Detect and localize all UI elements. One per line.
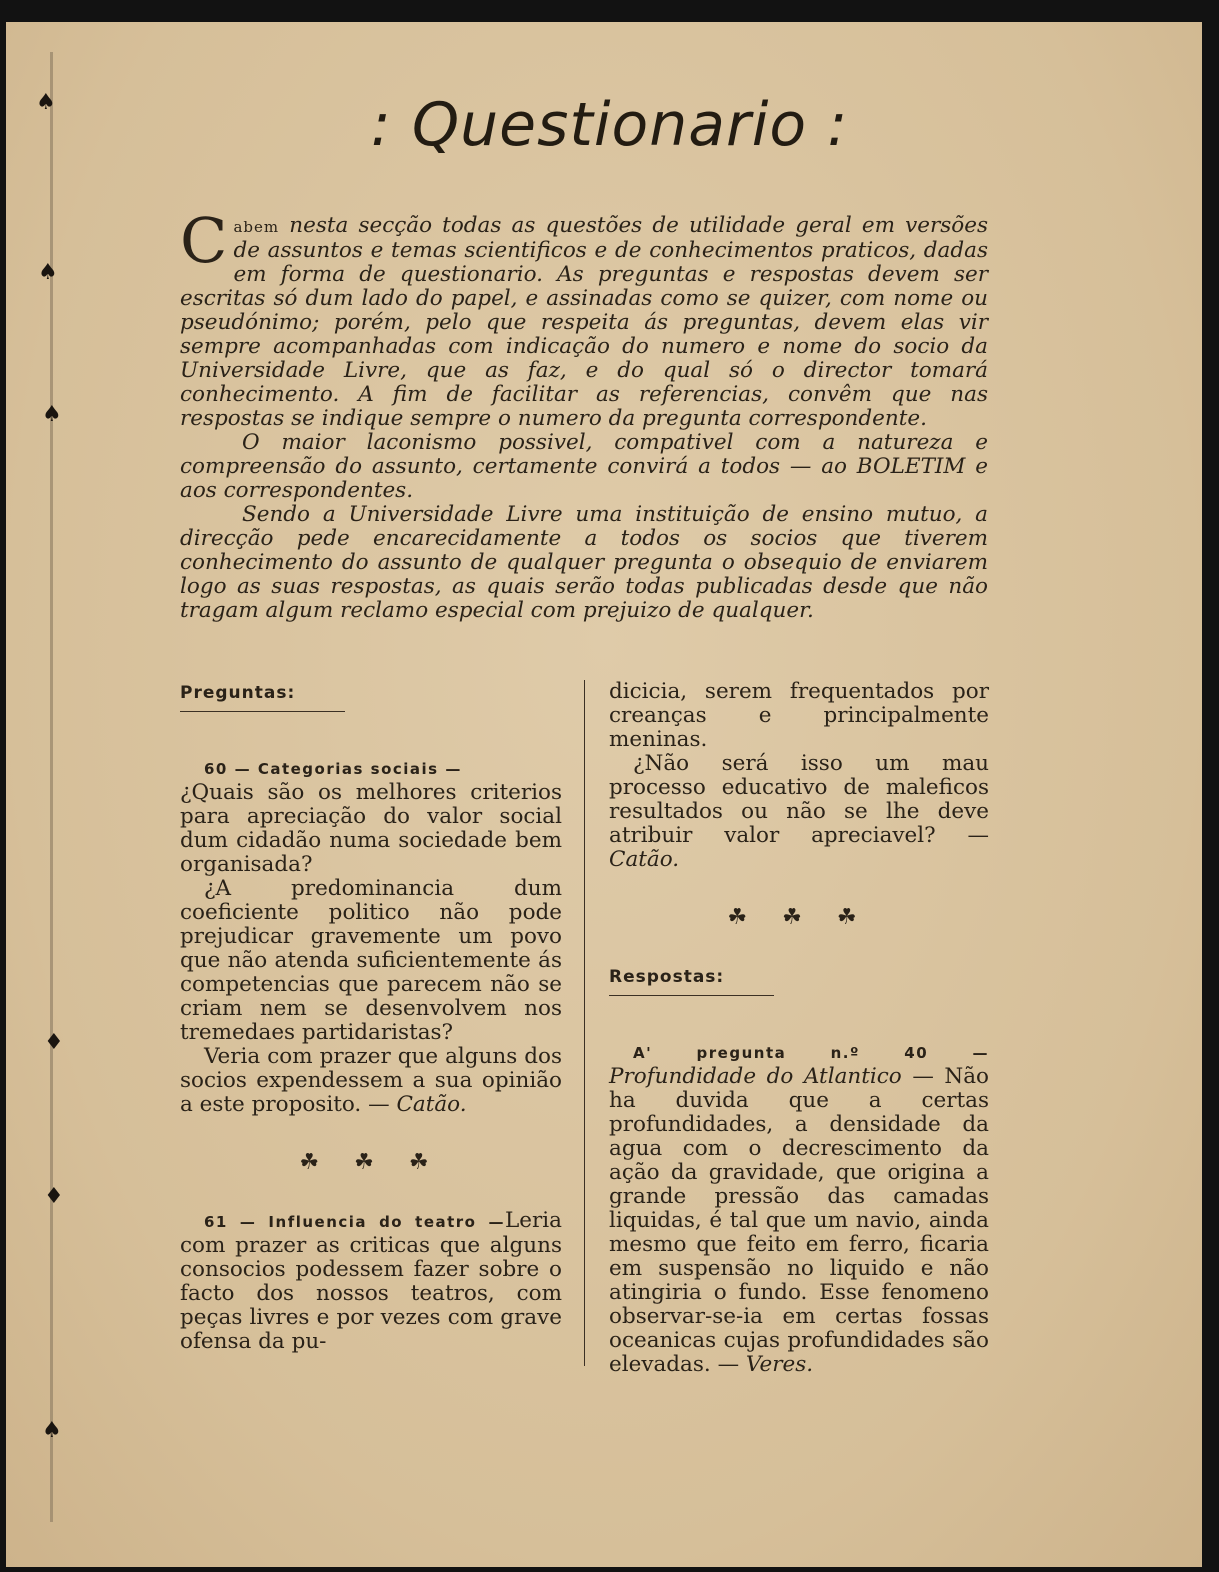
question-60-text-1: ¿Quais são os melhores criterios para apreciação do valor social dum cidadão numa sociedade bem organisada?	[180, 780, 562, 877]
question-60-title: 60 — Categorias sociais —	[204, 760, 462, 778]
pin-mark-icon: ♠	[42, 1418, 62, 1443]
question-61-title: 61 — Influencia do teatro —	[204, 1213, 506, 1231]
question-61-signature: Catão.	[609, 847, 680, 872]
intro-paragraph-1: nesta secção todas as questões de utilidade geral em versões de assuntos e temas scientificos e de conhecimentos praticos, dadas em forma de questionario. As preguntas e respostas devem ser escritas só dum lado do papel, e assinadas como se quizer, com nome ou pseudónimo; porém, pelo que respeita ás preguntas, devem elas vir sempre acompanhadas com indicação do numero e nome do socio da Universidade Livre, que as faz, e do qual só o director tomará conhecimento. A fim de facilitar as referencias, convêm que nas respostas se indique sempre o numero da pregunta correspondente.	[180, 213, 988, 431]
answer-40-title: A' pregunta n.º 40 —	[633, 1044, 989, 1062]
right-column	[609, 680, 989, 1377]
drop-cap: C	[180, 204, 228, 277]
column-divider	[584, 680, 585, 1366]
intro-paragraph-3: Sendo a Universidade Livre uma instituição de ensino mutuo, a direcção pede encarecidamente a todos os socios que tiverem conhecimento do assunto de qualquer pregunta o obsequio de enviarem logo as suas respostas, as quais serão todas publicadas desde que não tragam algum reclamo especial com prejuizo de qualquer.	[180, 502, 988, 623]
pin-mark-icon: ♠	[36, 90, 56, 115]
question-60-text-2: ¿A predominancia dum coeficiente politico não pode prejudicar gravemente um povo que não atenda suficientemente ás competencias que parecem não se criam nem se desenvolvem nos tremedaes partidaristas?	[180, 876, 562, 1045]
question-61-text: Leria com prazer as criticas que alguns consocios podessem fazer sobre o facto dos nossos teatros, com peças livres e por vezes com grave ofensa da pu-	[180, 1208, 562, 1354]
answers-heading: Respostas:	[609, 965, 774, 996]
intro-paragraph-2: O maior laconismo possivel, compativel com a natureza e compreensão do assunto, certamente convirá a todos — ao BOLETIM e aos correspondentes.	[180, 430, 988, 503]
answer-40-text: — Não ha duvida que a certas profundidades, a densidade da agua com o decrescimento da ação da gravidade, que origina a grande pressão das camadas liquidas, é tal que um navio, ainda mesmo que feito em ferro, ficaria em suspensão no liquido e não atingiria o fundo. Esse fenomeno observar-se-ia em certas fossas oceanicas cujas profundidades são elevadas. —	[609, 1064, 989, 1377]
section-ornament: ☘ ☘ ☘	[299, 1150, 443, 1175]
question-61-text-2: ¿Não será isso um mau processo educativo de maleficos resultados ou não se lhe deve atribuir valor apreciavel? —	[609, 751, 989, 848]
intro-text	[180, 204, 988, 623]
pin-mark-icon: ♠	[38, 260, 58, 285]
questions-heading: Preguntas:	[180, 681, 345, 712]
answer-40-signature: Veres.	[745, 1352, 814, 1377]
pin-mark-icon: ♦	[44, 1184, 64, 1209]
question-61-continuation: dicicia, serem frequentados por creanças e principalmente meninas.	[609, 679, 989, 752]
question-60-signature: Catão.	[396, 1092, 467, 1117]
page-title: : Questionario :	[370, 90, 849, 160]
question-60-text-3: Veria com prazer que alguns dos socios expendessem a sua opinião a este proposito. —	[180, 1044, 562, 1117]
answer-40-topic: Profundidade do Atlantico	[609, 1064, 902, 1089]
pin-mark-icon: ♦	[44, 1030, 64, 1055]
first-word: abem	[233, 218, 280, 236]
section-ornament: ☘ ☘ ☘	[727, 905, 871, 930]
pin-mark-icon: ♠	[42, 402, 62, 427]
left-column	[180, 680, 562, 1354]
